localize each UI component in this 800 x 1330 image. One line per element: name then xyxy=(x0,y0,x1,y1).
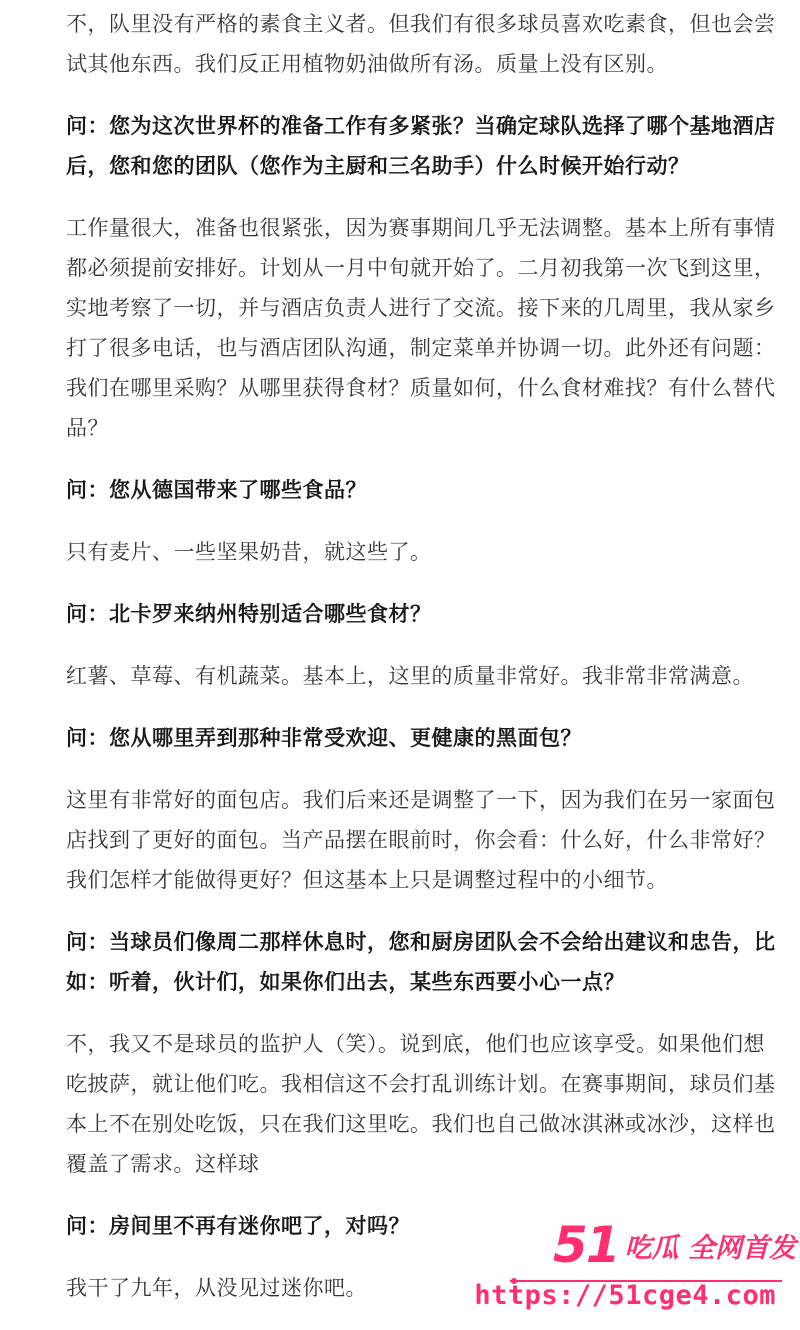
watermark-url: https://51cge4.com xyxy=(474,1280,776,1311)
question-paragraph: 问：北卡罗来纳州特别适合哪些食材？ xyxy=(66,602,432,626)
article-body xyxy=(66,4,778,1330)
watermark-logo-number: 51 xyxy=(553,1216,619,1274)
watermark-logo xyxy=(500,1214,796,1276)
answer-paragraph: 红薯、草莓、有机蔬菜。基本上，这里的质量非常好。我非常非常满意。 xyxy=(66,664,754,688)
answer-paragraph: 只有麦片、一些坚果奶昔，就这些了。 xyxy=(66,540,432,564)
site-watermark xyxy=(474,1210,800,1320)
question-paragraph: 问：您从哪里弄到那种非常受欢迎、更健康的黑面包？ xyxy=(66,726,582,750)
answer-paragraph: 工作量很大，准备也很紧张，因为赛事期间几乎无法调整。基本上所有事情都必须提前安排好。计划从一月中旬就开始了。二月初我第一次飞到这里，实地考察了一切，并与酒店负责人进行了交流。接下来的几周里，我从家乡打了很多电话，也与酒店团队沟通，制定菜单并协调一切。此外还有问题：我们在哪里采购？从哪里获得食材？质量如何，什么食材难找？有什么替代品？ xyxy=(66,216,776,440)
question-paragraph: 问：房间里不再有迷你吧了，对吗？ xyxy=(66,1214,410,1238)
answer-paragraph: 不，我又不是球员的监护人（笑）。说到底，他们也应该享受。如果他们想吃披萨，就让他们吃。我相信这不会打乱训练计划。在赛事期间，球员们基本上不在别处吃饭，只在我们这里吃。我们也自己做冰淇淋或冰沙，这样也覆盖了需求。这样球 xyxy=(66,1032,776,1176)
answer-paragraph: 这里有非常好的面包店。我们后来还是调整了一下，因为我们在另一家面包店找到了更好的面包。当产品摆在眼前时，你会看：什么好，什么非常好？我们怎样才能做得更好？但这基本上只是调整过程中的小细节。 xyxy=(66,788,776,892)
question-paragraph: 问：您从德国带来了哪些食品？ xyxy=(66,478,367,502)
question-paragraph: 问：当球员们像周二那样休息时，您和厨房团队会不会给出建议和忠告，比如：听着，伙计们，如果你们出去，某些东西要小心一点？ xyxy=(66,930,776,994)
answer-paragraph: 不，队里没有严格的素食主义者。但我们有很多球员喜欢吃素食，但也会尝试其他东西。我们反正用植物奶油做所有汤。质量上没有区别。 xyxy=(66,12,776,76)
answer-paragraph: 我干了九年，从没见过迷你吧。 xyxy=(66,1276,367,1300)
question-paragraph: 问：您为这次世界杯的准备工作有多紧张？当确定球队选择了哪个基地酒店后，您和您的团队（您作为主厨和三名助手）什么时候开始行动？ xyxy=(66,114,776,178)
watermark-logo-text: 吃瓜 全网首发 xyxy=(624,1232,796,1264)
